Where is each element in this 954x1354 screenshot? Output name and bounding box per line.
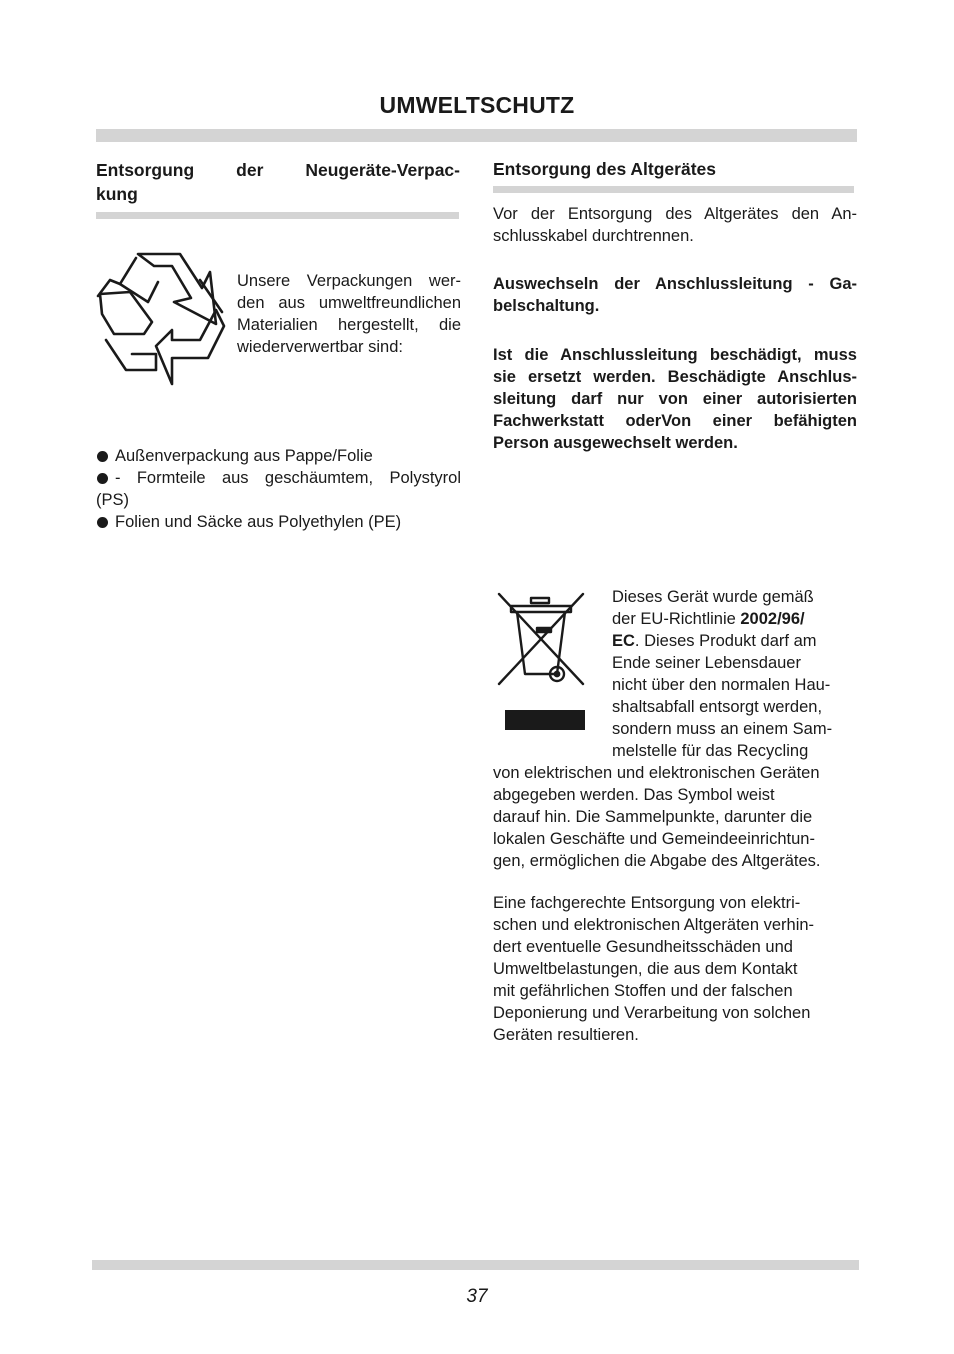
right-para-last bbox=[493, 892, 857, 1046]
left-heading-line2: kung bbox=[96, 184, 138, 204]
left-heading bbox=[96, 158, 460, 206]
weee-line-text: . Dieses Produkt darf am bbox=[634, 632, 817, 650]
para-line: Geräten resultieren. bbox=[493, 1026, 639, 1044]
list-item-text: Außenverpackung aus Pappe/Folie bbox=[115, 447, 373, 465]
weee-text-full bbox=[493, 762, 857, 872]
weee-line: abgegeben werden. Das Symbol weist bbox=[493, 786, 775, 804]
weee-line: Ende seiner Lebensdauer bbox=[612, 654, 801, 672]
weee-line: Dieses Gerät wurde gemäß bbox=[612, 588, 814, 606]
para-line: Auswechseln der Anschlussleitung - Ga- bbox=[493, 275, 857, 293]
weee-text bbox=[612, 586, 858, 762]
list-item bbox=[96, 445, 461, 467]
intro-line: Unsere Verpackungen wer- bbox=[237, 272, 461, 290]
left-heading-rule bbox=[96, 212, 459, 219]
para-line: Eine fachgerechte Entsorgung von elektri- bbox=[493, 894, 801, 912]
para-line: sie ersetzt werden. Beschädigte Anschlus- bbox=[493, 368, 857, 386]
para-line: dert eventuelle Gesundheitsschäden und bbox=[493, 938, 793, 956]
page-title: UMWELTSCHUTZ bbox=[379, 92, 575, 118]
weee-line-text: der EU-Richtlinie bbox=[612, 610, 741, 628]
left-heading-line1: Entsorgung der Neugeräte-Verpac- bbox=[96, 160, 460, 180]
para-line: Ist die Anschlussleitung beschädigt, muss bbox=[493, 346, 857, 364]
recycling-symbol-icon bbox=[96, 250, 226, 386]
intro-line: Materialien hergestellt, die bbox=[237, 316, 461, 334]
para-line: schen und elektronischen Altgeräten verhin- bbox=[493, 916, 815, 934]
intro-line: den aus umweltfreundlichen bbox=[237, 294, 461, 312]
weee-line: darauf hin. Die Sammelpunkte, darunter die bbox=[493, 808, 813, 826]
para-line: Umweltbelastungen, die aus dem Kontakt bbox=[493, 960, 798, 978]
para-line: schlusskabel durchtrennen. bbox=[493, 227, 694, 245]
right-heading: Entsorgung des Altgerätes bbox=[493, 159, 716, 179]
left-intro bbox=[237, 270, 461, 358]
para-line: sleitung darf nur von einer autorisierten bbox=[493, 390, 857, 408]
list-item bbox=[96, 511, 461, 533]
list-item-text: - Formteile aus geschäumtem, Polystyrol bbox=[115, 469, 461, 487]
right-heading-rule bbox=[493, 186, 854, 193]
bullet-icon bbox=[97, 517, 108, 528]
right-bold1 bbox=[493, 273, 857, 317]
directive-suffix: EC bbox=[612, 632, 635, 650]
title-rule bbox=[96, 129, 857, 142]
para-line: Vor der Entsorgung des Altgerätes den An- bbox=[493, 205, 857, 223]
right-para1 bbox=[493, 203, 857, 247]
weee-line: shaltsabfall entsorgt werden, bbox=[612, 698, 823, 716]
packaging-list bbox=[96, 445, 461, 533]
crossed-out-wheelie-bin-icon bbox=[495, 590, 591, 734]
weee-line: gen, ermöglichen die Abgabe des Altgerätes. bbox=[493, 852, 821, 870]
para-line: Fachwerkstatt oderVon einer befähigten bbox=[493, 412, 857, 430]
para-line: mit gefährlichen Stoffen und der falschen bbox=[493, 982, 793, 1000]
right-bold2 bbox=[493, 344, 857, 454]
weee-line: von elektrischen und elektronischen Geräten bbox=[493, 764, 820, 782]
bullet-icon bbox=[97, 451, 108, 462]
footer-rule bbox=[92, 1260, 859, 1270]
directive-number: 2002/96/ bbox=[740, 610, 805, 628]
weee-line bbox=[612, 608, 858, 630]
list-item-text: Folien und Säcke aus Polyethylen (PE) bbox=[115, 513, 402, 531]
page-number: 37 bbox=[466, 1286, 488, 1307]
bullet-icon bbox=[97, 473, 108, 484]
para-line: belschaltung. bbox=[493, 297, 600, 315]
weee-line: nicht über den normalen Hau- bbox=[612, 676, 831, 694]
list-item bbox=[96, 467, 461, 489]
weee-line: melstelle für das Recycling bbox=[612, 742, 809, 760]
para-line: Deponierung und Verarbeitung von solchen bbox=[493, 1004, 811, 1022]
weee-line bbox=[612, 630, 858, 652]
weee-line: lokalen Geschäfte und Gemeindeeinrichtun- bbox=[493, 830, 815, 848]
weee-line: sondern muss an einem Sam- bbox=[612, 720, 833, 738]
para-line: Person ausgewechselt werden. bbox=[493, 434, 738, 452]
list-item-continuation: (PS) bbox=[96, 491, 129, 509]
intro-line: wiederverwertbar sind: bbox=[237, 338, 403, 356]
